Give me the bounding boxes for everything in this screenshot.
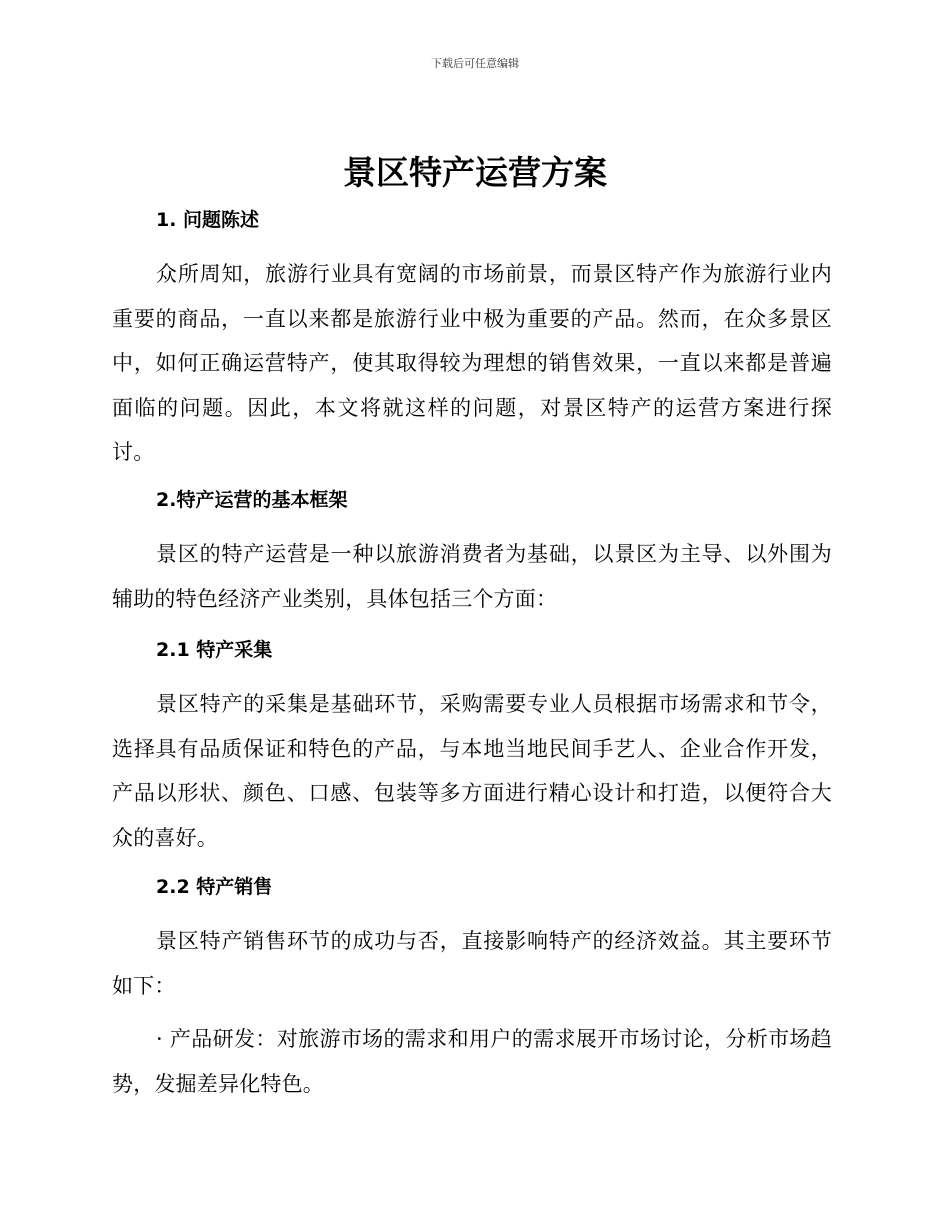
paragraph-problem: 众所周知，旅游行业具有宽阔的市场前景，而景区特产作为旅游行业内重要的商品，一直以来都是旅游行业中极为重要的产品。然而，在众多景区中，如何正确运营特产，使其取得较为理想的销售效果，一直以来都是普遍面临的问题。因此，本文将就这样的问题，对景区特产的运营方案进行探讨。: [112, 262, 832, 464]
document-title: 景区特产运营方案: [343, 153, 607, 192]
header-note: 下载后可任意编辑: [431, 57, 519, 70]
paragraph-collection: 景区特产的采集是基础环节，采购需要专业人员根据市场需求和节令，选择具有品质保证和特色的产品，与本地当地民间手艺人、企业合作开发，产品以形状、颜色、口感、包装等多方面进行精心设计和打造，以便符合大众的喜好。: [112, 692, 832, 850]
bullet-item-product-development: · 产品研发：对旅游市场的需求和用户的需求展开市场讨论，分析市场趋势，发掘差异化特色。: [112, 1027, 832, 1096]
section-heading-framework: 2.特产运营的基本框架: [156, 489, 348, 511]
paragraph-framework: 景区的特产运营是一种以旅游消费者为基础，以景区为主导、以外围为辅助的特色经济产业类别，具体包括三个方面：: [112, 542, 832, 611]
section-heading-sales: 2.2 特产销售: [156, 876, 273, 898]
section-heading-problem: 1. 问题陈述: [156, 209, 260, 231]
paragraph-sales: 景区特产销售环节的成功与否，直接影响特产的经济效益。其主要环节如下：: [112, 929, 832, 998]
section-heading-collection: 2.1 特产采集: [156, 639, 273, 661]
